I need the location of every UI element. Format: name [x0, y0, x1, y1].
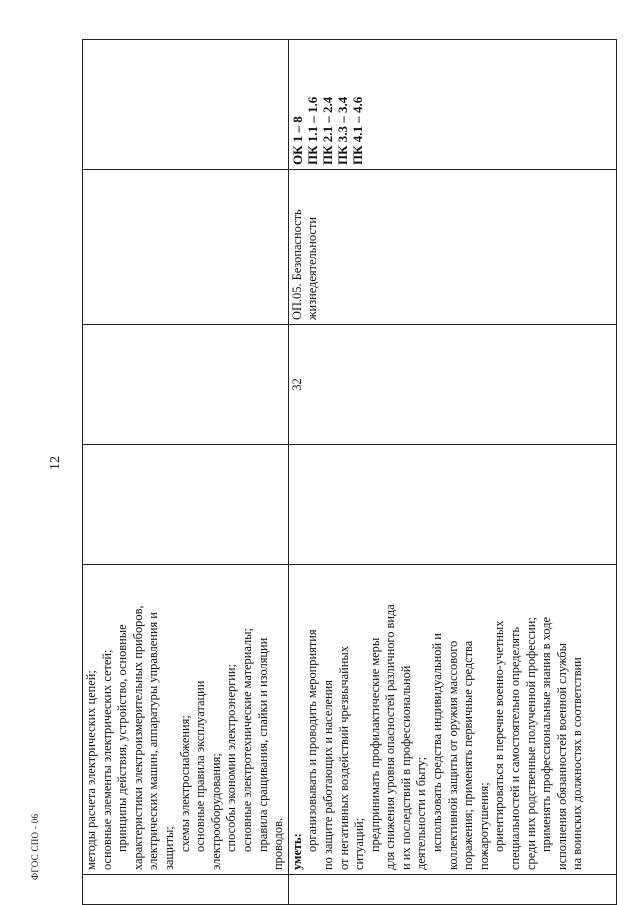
competency-code: ПК 3.3 – 3.4 — [334, 96, 350, 165]
empty-cell — [83, 40, 289, 170]
competency-code: ПК 2.1 – 2.4 — [319, 96, 335, 165]
competency-code: ПК 1.1 – 1.6 — [304, 96, 320, 165]
knowledge-line: характеристики электроизмерительных приборов, — [130, 605, 145, 870]
knowledge-line: электрооборудования; — [208, 753, 223, 870]
knowledge-line: способы экономии электроэнергии; — [224, 664, 239, 852]
table-row — [288, 40, 616, 905]
skills-line: по защите работающих и населения — [320, 680, 335, 870]
knowledge-line: принципы действия, устройство, основные — [115, 624, 130, 852]
competency-code: ПК 4.1 – 4.6 — [349, 96, 365, 165]
index-cell — [83, 875, 289, 905]
skills-heading: уметь: — [289, 833, 304, 870]
discipline-name: ОП.05. Безопасность жизнедеятельности — [289, 209, 320, 320]
skills-line: от негативных воздействий чрезвычайных — [336, 646, 351, 870]
index-cell — [288, 875, 616, 905]
knowledge-line: защиты; — [161, 826, 176, 870]
skills-line: организовывать и проводить мероприятия — [305, 629, 320, 852]
skills-line: деятельности и быту; — [414, 756, 429, 870]
empty-cell — [288, 445, 616, 565]
skills-line: на воинских должностях в соответствии — [570, 657, 585, 870]
skills-line: ситуаций; — [352, 817, 367, 870]
skills-line: специальностей и самостоятельно определять — [508, 626, 523, 870]
skills-line: поражения; применять первичные средства — [461, 640, 476, 870]
knowledge-line: электрических машин, аппаратуры управления и — [146, 612, 161, 870]
page-number: 12 — [48, 456, 63, 470]
skills-line: применять профессиональные знания в ходе — [539, 617, 554, 852]
knowledge-line: проводов. — [271, 817, 286, 870]
discipline-cell — [288, 170, 616, 325]
skills-line: для снижения уровня опасностей различного вида — [383, 604, 398, 870]
skills-line: среди них родственные полученной профессии; — [523, 617, 538, 870]
competency-code: ОК 1 – 8 — [289, 116, 305, 165]
knowledge-line: методы расчета электрических цепей; — [84, 670, 98, 870]
skills-line: использовать средства индивидуальной и — [430, 633, 445, 852]
skills-line: предпринимать профилактические меры — [367, 637, 382, 852]
competencies-cell — [288, 40, 616, 170]
hours-value: 32 — [289, 378, 304, 391]
knowledge-cell — [83, 565, 289, 875]
skills-line: и их последствий в профессиональной — [398, 665, 413, 870]
table-row — [83, 40, 289, 905]
empty-cell — [83, 445, 289, 565]
skills-line: коллективной защиты от оружия массового — [445, 640, 460, 870]
hours-cell — [288, 325, 616, 445]
skills-line: исполнения обязанностей военной службы — [554, 643, 569, 870]
skills-line: пожаротушения; — [476, 782, 491, 870]
knowledge-line: схемы электроснабжения; — [177, 715, 192, 852]
empty-cell — [83, 170, 289, 325]
rotated-table-frame — [82, 40, 602, 905]
knowledge-line: правила сращивания, спайки и изоляции — [255, 637, 270, 852]
knowledge-line: основные электротехнические материалы; — [239, 628, 254, 852]
knowledge-line: основные элементы электрических сетей; — [99, 649, 114, 870]
skills-cell — [288, 565, 616, 875]
knowledge-line: основные правила эксплуатации — [193, 680, 208, 852]
document-footer: ФГОС СПО - 06 — [30, 813, 40, 880]
skills-line: ориентироваться в перечне военно-учетных — [492, 620, 507, 852]
empty-cell — [83, 325, 289, 445]
standard-table — [82, 39, 617, 905]
